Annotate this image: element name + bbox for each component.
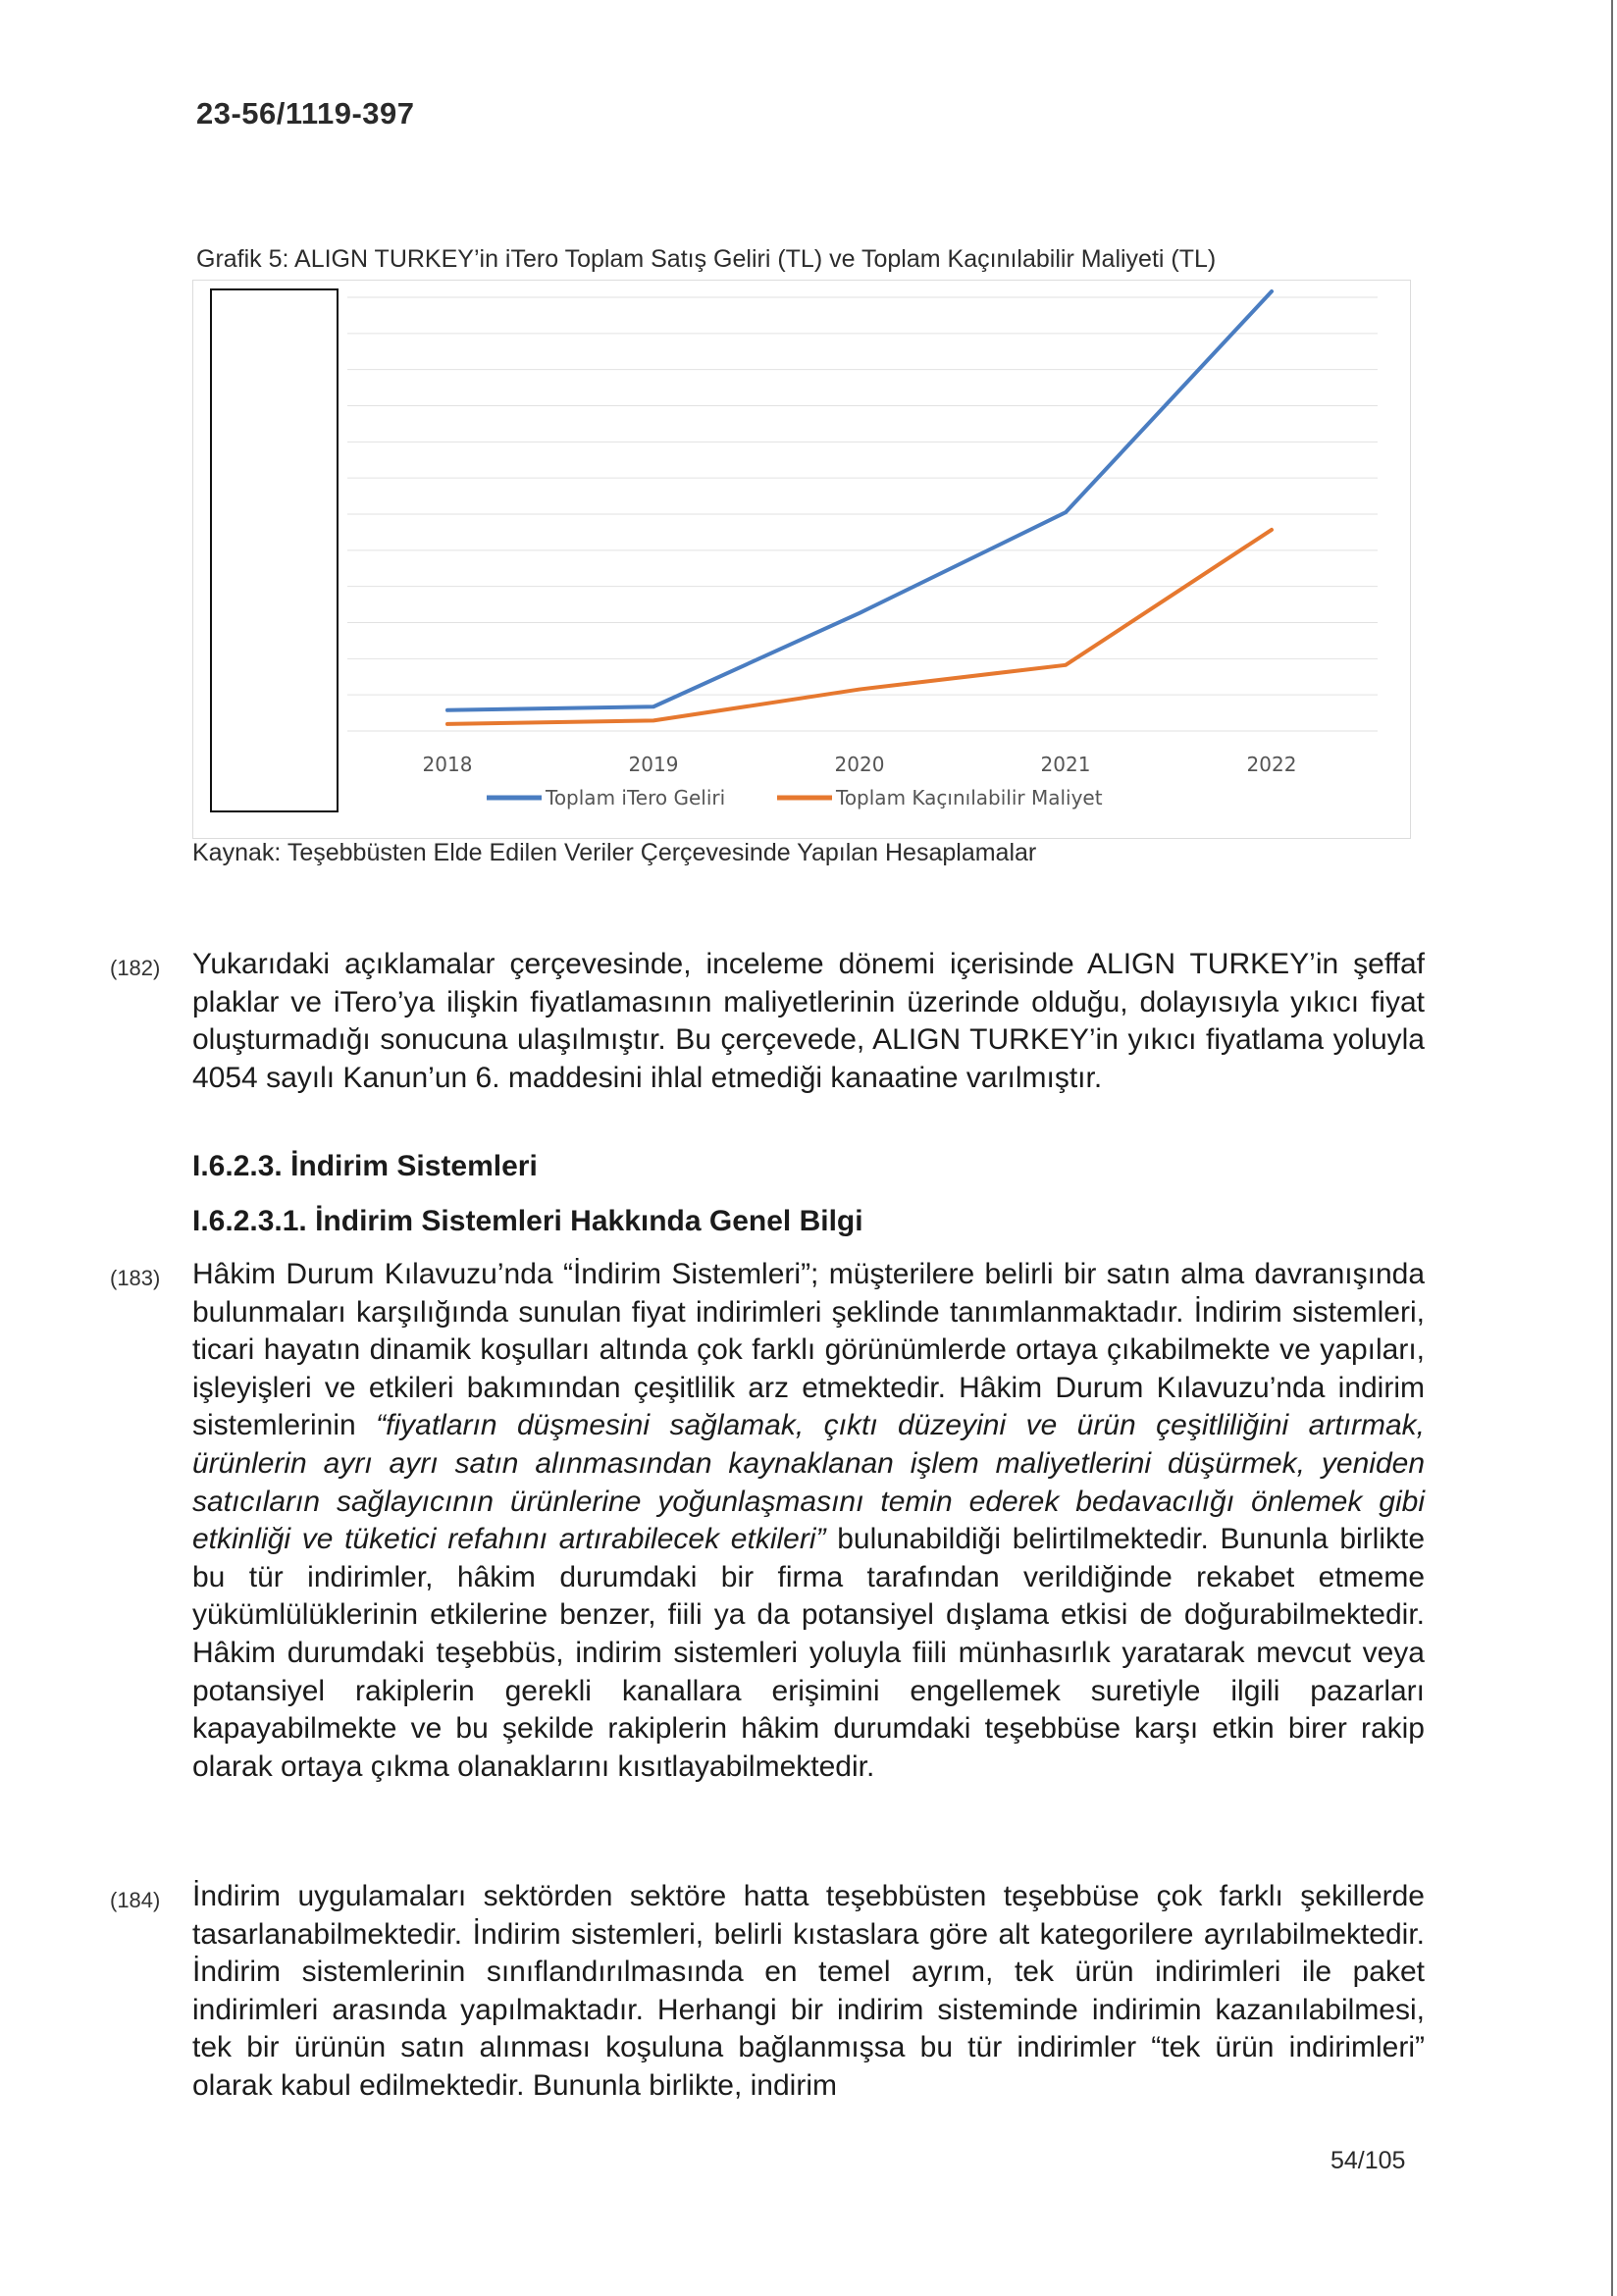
x-tick-label: 2022 [1246,753,1297,776]
page-number: 54/105 [1330,2147,1406,2174]
x-tick-label: 2020 [834,753,885,776]
paragraph-184: İndirim uygulamaları sektörden sektöre hatta teşebbüsten teşebbüse çok farklı şekillerde tasarlanabilmektedir. İndirim sistemleri, belirli kıstaslara göre alt kategorilere ayrılabilmektedir. İndirim sistemlerinin sınıflandırılmasında en temel ayrım, tek ürün indirimleri ile paket indirimleri arasında yapılmaktadır. Herhangi bir indirim sisteminde indirimin kazanılabilmesi, tek bir ürünün satın alınması koşuluna bağlanmışsa bu tür indirimler “tek ürün indirimleri” olarak kabul edilmektedir. Bununla birlikte, indirim [192,1880,1425,2102]
page-edge [1611,0,1613,2296]
heading-genel-bilgi: I.6.2.3.1. İndirim Sistemleri Hakkında Genel Bilgi [192,1205,863,1237]
paragraph-183-part-b: bulunabildiği belirtilmektedir. Bununla birlikte bu tür indirimler, hâkim durumdaki bir firma tarafından verildiğinde rekabet etmeme yükümlülüklerinin etkilerine benzer, fiili ya da potansiyel dışlama etkisi de doğurabilmektedir. Hâkim durumdaki teşebbüs, indirim sistemleri yoluyla fiili münhasırlık yaratarak mevcut veya potansiyel rakiplerin gerekli kanallara erişimini engellemek suretiyle ilgili pazarları kapayabilmekte ve bu şekilde rakiplerin hâkim durumdaki teşebbüse karşı etkin birer rakip olarak ortaya çıkma olanaklarını kısıtlayabilmektedir. [192,1523,1426,1783]
chart-source-note: Kaynak: Teşebbüsten Elde Edilen Veriler Çerçevesinde Yapılan Hesaplamalar [192,839,1037,866]
document-id: 23-56/1119-397 [196,96,415,130]
chart-legend [487,786,1103,809]
paragraph-182: Yukarıdaki açıklamalar çerçevesinde, inceleme dönemi içerisinde ALIGN TURKEY’in şeffaf plaklar ve iTero’ya ilişkin fiyatlamasının maliyetlerinin üzerinde olduğu, dolayısıyla yıkıcı fiyat oluşturmadığı sonucuna ulaşılmıştır. Bu çerçevede, ALIGN TURKEY’in yıkıcı fiyatlama yoluyla 4054 sayılı Kanun’un 6. maddesini ihlal etmediği kanaatine varılmıştır. [192,948,1425,1094]
paragraph-number-184: (184) [110,1888,161,1912]
paragraph-183-part-a: Hâkim Durum Kılavuzu’nda “İndirim Sistemleri”; müşterilere belirli bir satın alma davranışında bulunmaları karşılığında sunulan fiyat indirimleri şeklinde tanımlanmaktadır. İndirim sistemleri, ticari hayatın dinamik koşulları altında çok farklı görünümlerde ortaya çıkabilmekte ve yapıları, işleyişleri ve etkileri bakımından çeşitlilik arz etmektedir. Hâkim Durum Kılavuzu’nda indirim sistemlerinin [192,1258,1425,1442]
chart-gridlines [347,297,1378,731]
redacted-y-axis-box [210,288,339,812]
x-tick-label: 2021 [1040,753,1091,776]
legend-label: Toplam iTero Geliri [546,786,726,809]
paragraph-number-183: (183) [110,1266,161,1290]
line-chart [192,280,1409,839]
series-line-1 [447,291,1272,710]
heading-indirim-sistemleri: I.6.2.3. İndirim Sistemleri [192,1150,538,1182]
x-tick-label: 2018 [422,753,473,776]
paragraph-183 [192,1256,1425,1786]
x-tick-label: 2019 [628,753,679,776]
chart-title: Grafik 5: ALIGN TURKEY’in iTero Toplam Satış Geliri (TL) ve Toplam Kaçınılabilir Maliyeti (TL) [196,245,1217,273]
chart-x-labels [423,753,1297,776]
paragraph-number-182: (182) [110,956,161,980]
legend-label: Toplam Kaçınılabilir Maliyet [836,786,1103,809]
paragraph-183-quote: “fiyatların düşmesini sağlamak, çıktı düzeyini ve ürün çeşitliliğini artırmak, ürünlerin ayrı ayrı satın alınmasından kaynaklanan işlem maliyetlerini düşürmek, yeniden satıcıların sağlayıcının ürünlerine yoğunlaşmasını temin ederek bedavacılığı önlemek gibi etkinliği ve tüketici refahını artırabilecek etkileri” [192,1409,1425,1556]
